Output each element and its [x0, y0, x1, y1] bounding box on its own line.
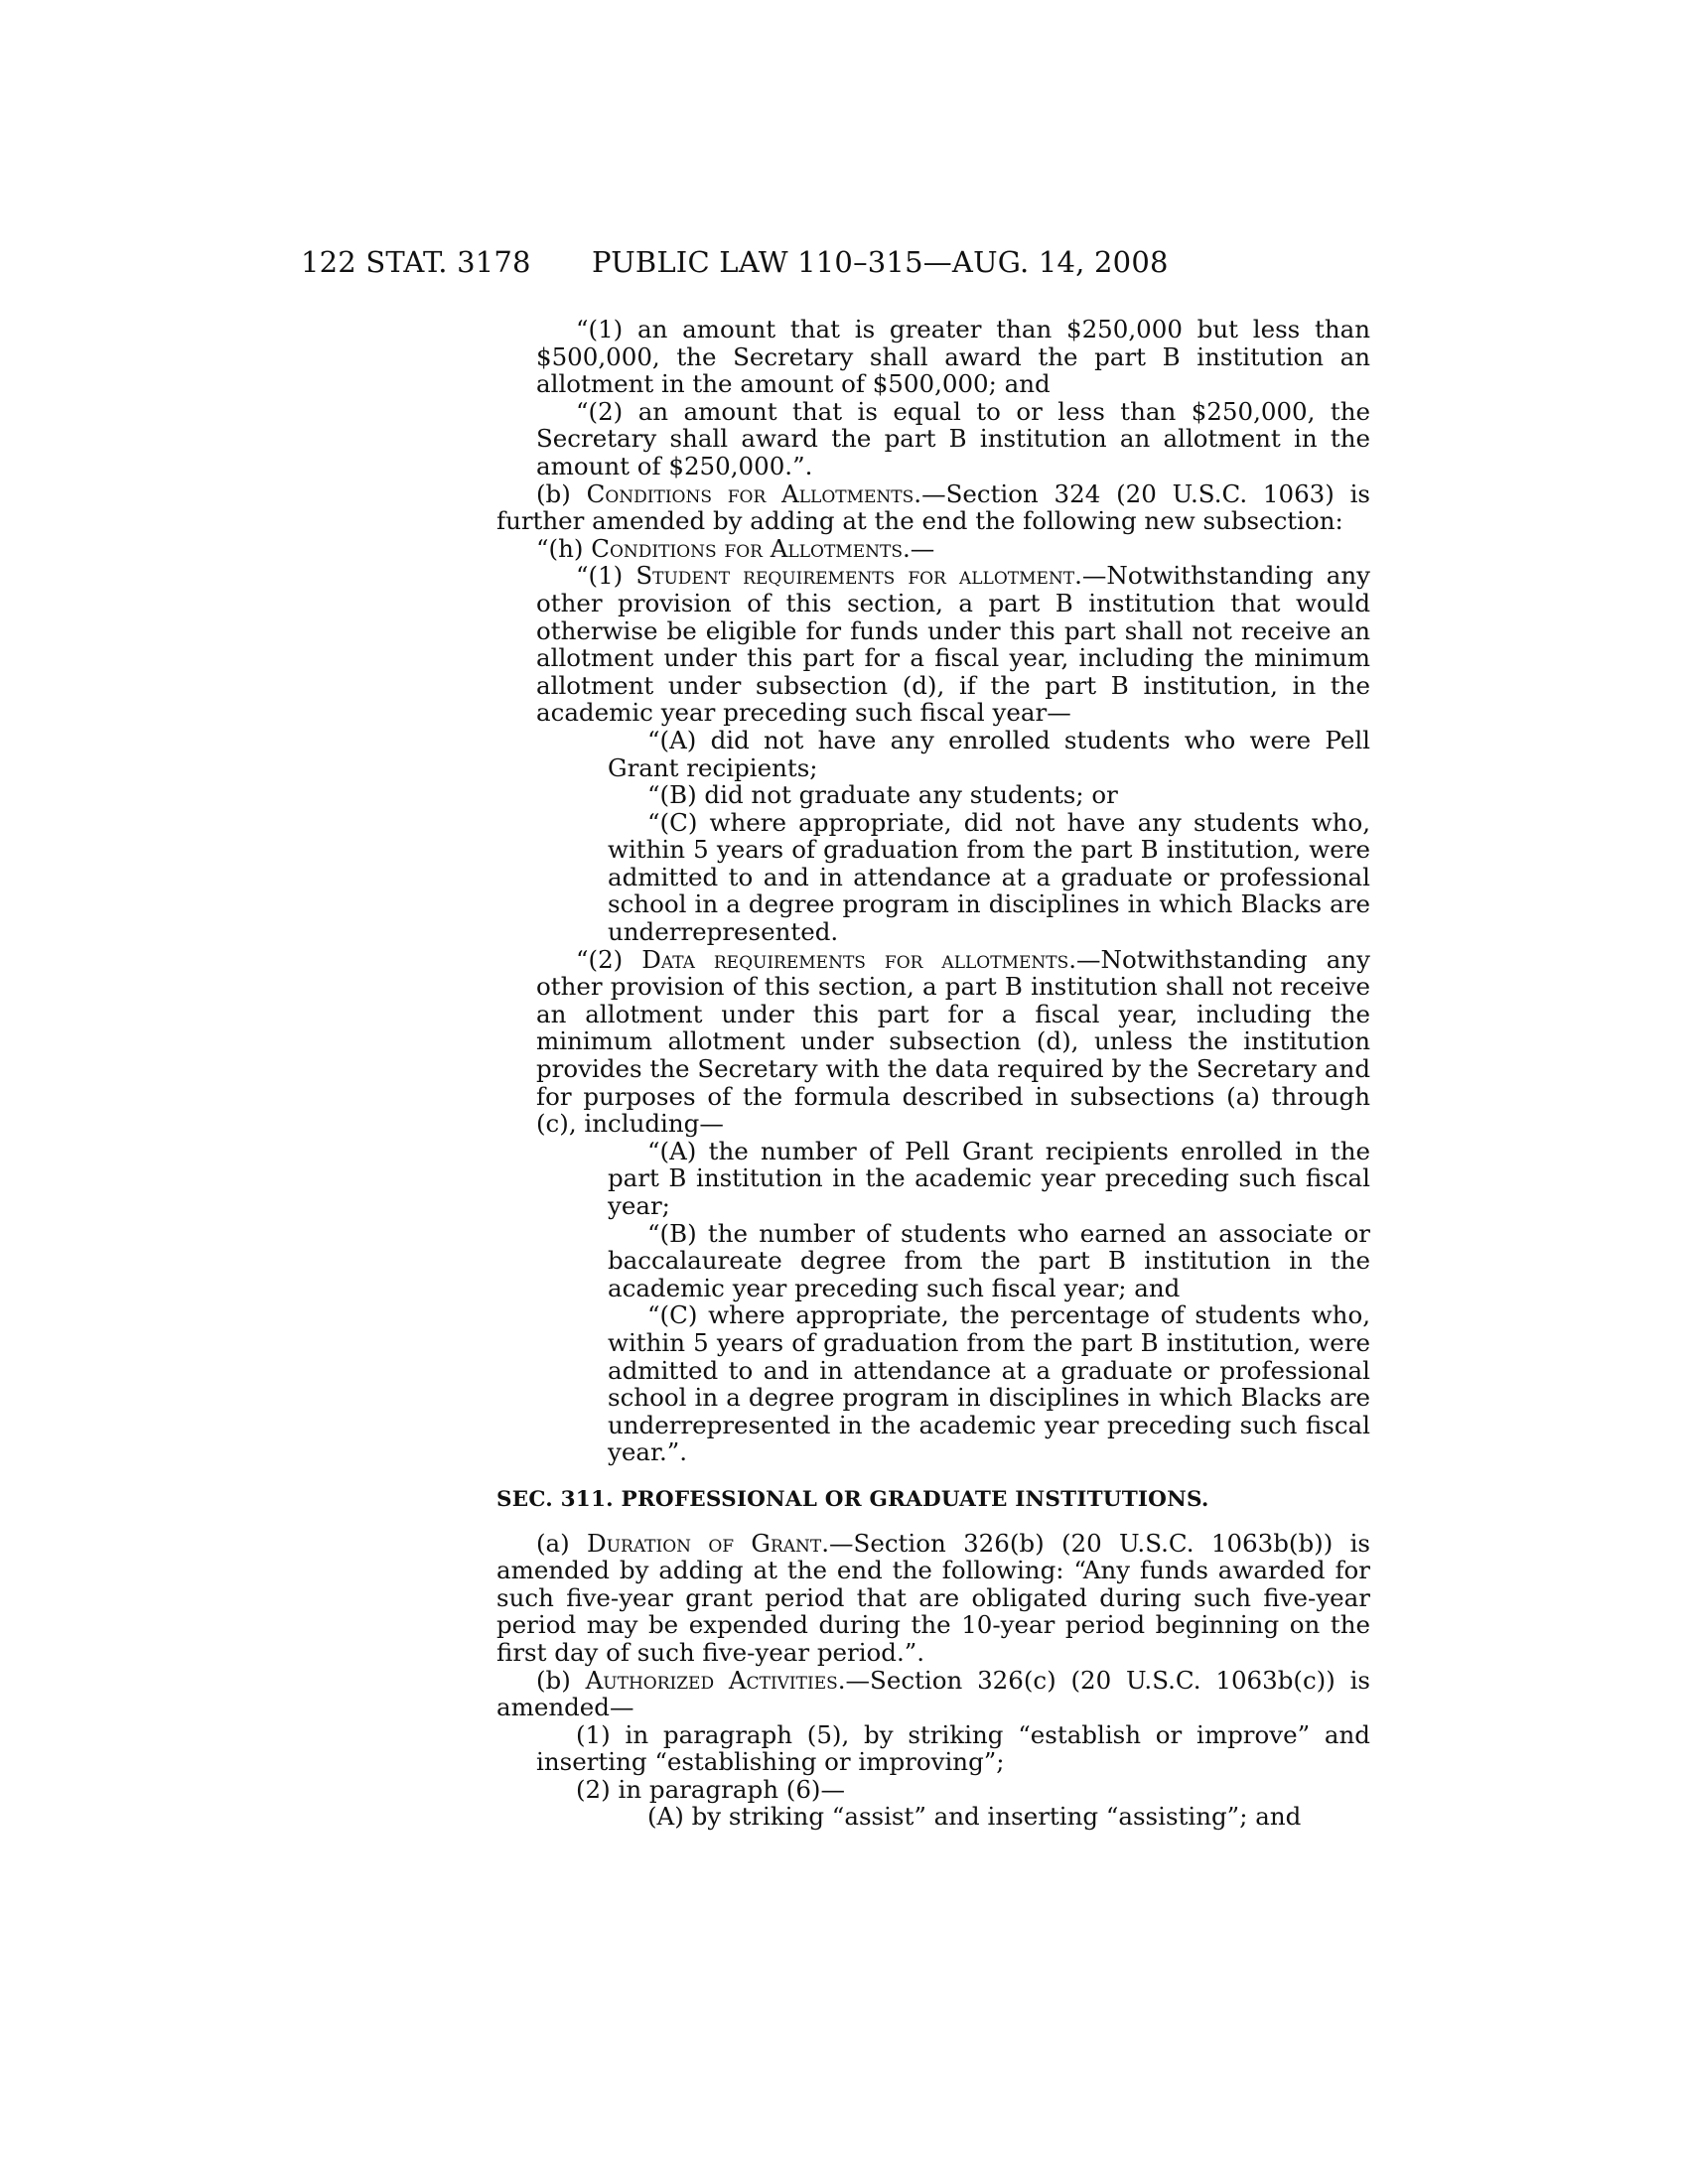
- law-title: PUBLIC LAW 110–315—AUG. 14, 2008: [592, 245, 1169, 279]
- paragraph-b2: (2) in paragraph (6)—: [576, 1774, 845, 1804]
- statute-body: [496, 316, 1370, 1831]
- subsection-b-conditions: (b) Conditions for Allotments.—Section 324 (20 U.S.C. 1063) is further amended by adding at the end the following new subsection:: [496, 478, 1370, 536]
- stat-page-number: 122 STAT. 3178: [301, 245, 531, 279]
- paragraph-h2-data-requirements: “(2) Data requirements for allotments.—Notwithstanding any other provision of this section, a part B institution shall not receive an allotment under this part for a fiscal year, including the minimum allotment under subsection (d), unless the institution provides the Secretary with the data required by the Secretary and for purposes of the formula described in subsections (a) through (c), including—: [536, 944, 1371, 1139]
- subparagraph-h2-a: “(A) the number of Pell Grant recipients enrolled in the part B institution in the academic year preceding such fiscal year;: [608, 1136, 1370, 1220]
- run-in-heading: Conditions for Allotments.: [586, 478, 922, 508]
- paragraph-1-amount-500k: “(1) an amount that is greater than $250,000 but less than $500,000, the Secretary shall award the part B institution an allotment in the amount of $500,000; and: [536, 315, 1370, 399]
- run-in-heading: Data requirements for allotments.: [641, 944, 1077, 974]
- subparagraph-h2-b: “(B) the number of students who earned an associate or baccalaureate degree from the part B institution in the academic year preceding such fiscal year; and: [608, 1218, 1370, 1302]
- subparagraph-h1-a: “(A) did not have any enrolled students who were Pell Grant recipients;: [608, 725, 1370, 782]
- subsection-h-heading: “(h) Conditions for Allotments.—: [536, 533, 935, 563]
- subparagraph-h1-b: “(B) did not graduate any students; or: [647, 780, 1118, 810]
- paragraph-b1-striking: (1) in paragraph (5), by striking “establish or improve” and inserting “establishing or improving”;: [536, 1719, 1370, 1777]
- subsection-b-authorized-activities: (b) Authorized Activities.—Section 326(c) (20 U.S.C. 1063b(c)) is amended—: [496, 1665, 1370, 1722]
- subsection-a-duration-of-grant: (a) Duration of Grant.—Section 326(b) (20 U.S.C. 1063b(b)) is amended by adding at the end the following: “Any funds awarded for such five-year grant period that are obligated during such five-year period may be expended during the 10-year period beginning on the first day of such five-year period.”.: [496, 1528, 1370, 1667]
- paragraph-2-amount-250k: “(2) an amount that is equal to or less than $250,000, the Secretary shall award the part B institution an allotment in the amount of $250,000.”.: [536, 396, 1370, 480]
- run-in-heading: Authorized Activities.: [585, 1665, 846, 1695]
- section-311-heading: SEC. 311. PROFESSIONAL OR GRADUATE INSTITUTIONS.: [496, 1486, 1209, 1512]
- subparagraph-b2-a: (A) by striking “assist” and inserting “assisting”; and: [647, 1802, 1302, 1832]
- run-in-heading: Conditions for Allotments.: [591, 533, 911, 563]
- paragraph-h1-student-requirements: “(1) Student requirements for allotment.—Notwithstanding any other provision of this section, a part B institution that would otherwise be eligible for funds under this part shall not receive an allotment under this part for a fiscal year, including the minimum allotment under subsection (d), if the part B institution, in the academic year preceding such fiscal year—: [536, 561, 1371, 728]
- subparagraph-h2-c: “(C) where appropriate, the percentage of students who, within 5 years of graduation from the part B institution, were admitted to and in attendance at a graduate or professional school in a degree program in disciplines in which Blacks are underrepresented in the academic year preceding such fiscal year.”.: [608, 1300, 1370, 1467]
- subparagraph-h1-c: “(C) where appropriate, did not have any students who, within 5 years of graduation from the part B institution, were admitted to and in attendance at a graduate or professional school in a degree program in disciplines in which Blacks are underrepresented.: [608, 807, 1370, 947]
- run-in-heading: Duration of Grant.: [587, 1528, 830, 1558]
- page-header: [0, 245, 1688, 285]
- run-in-heading: Student requirements for allotment.: [635, 561, 1082, 591]
